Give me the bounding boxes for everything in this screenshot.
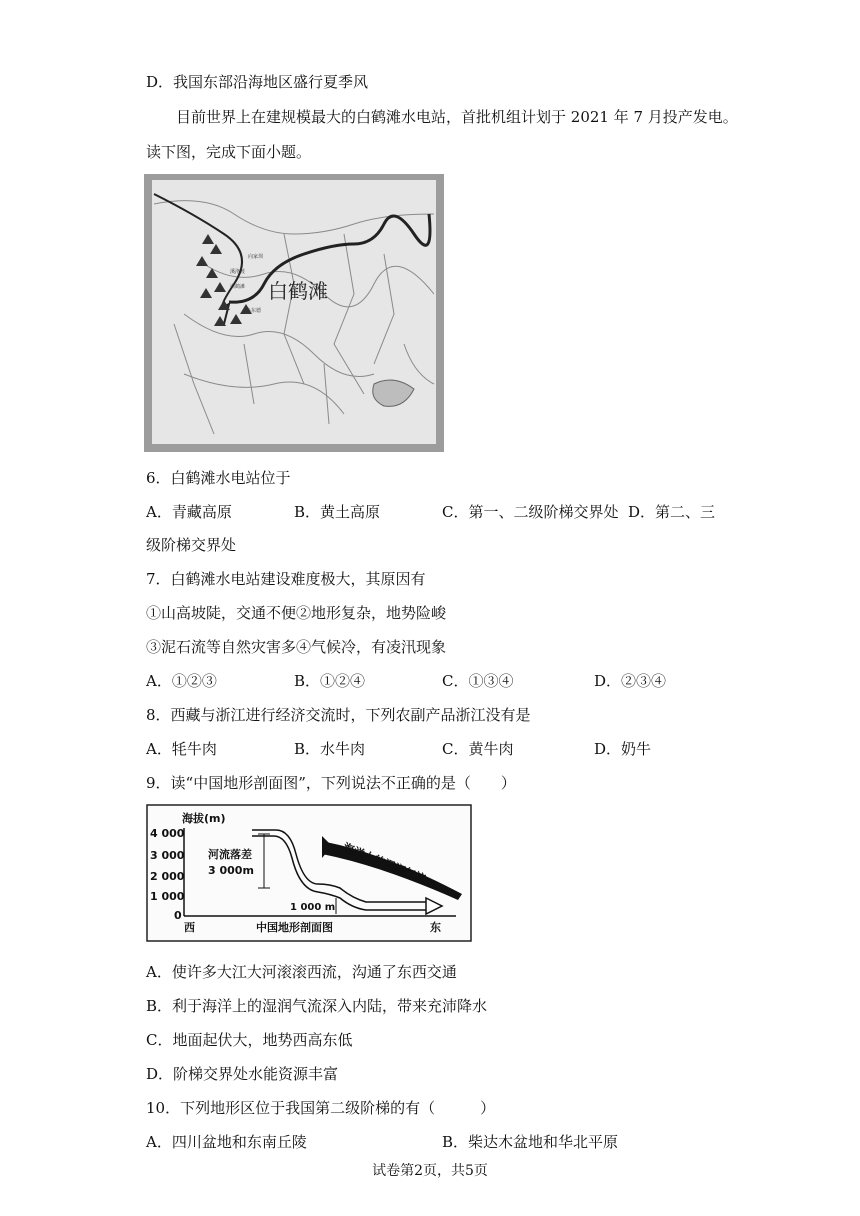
q6-option-b: B．黄土高原 [294, 503, 381, 521]
q8-option-b: B．水牛肉 [294, 740, 366, 758]
baihetan-map [144, 174, 444, 452]
ytick-label: 3 000 [150, 849, 185, 862]
ytick-label: 0 [174, 909, 182, 922]
q6-option-d: D．第二、三 [628, 503, 716, 521]
terrain-profile-figure [146, 804, 472, 942]
q9-option-d: D．阶梯交界处水能资源丰富 [146, 1065, 339, 1083]
question-8: 8．西藏与浙江进行经济交流时，下列农副产品浙江没有是 [146, 706, 531, 724]
question-9: 9．读“中国地形剖面图”，下列说法不正确的是（ ） [146, 774, 516, 792]
question-6: 6．白鹤滩水电站位于 [146, 469, 291, 487]
q8-option-c: C．黄牛肉 [442, 740, 514, 758]
q6-option-c: C．第一、二级阶梯交界处 [442, 503, 619, 521]
ytick-label: 2 000 [150, 870, 185, 883]
q9-option-b: B．利于海洋上的湿润气流深入内陆，带来充沛降水 [146, 997, 488, 1015]
q6-option-d-continued: 级阶梯交界处 [146, 536, 237, 554]
map-small-label: 白鹤滩 [230, 284, 246, 290]
west-label: 西 [184, 921, 195, 934]
drop-label-1: 河流落差 [208, 848, 252, 861]
q7-option-c: C．①③④ [442, 672, 514, 690]
question-10: 10．下列地形区位于我国第二级阶梯的有（ ） [146, 1099, 496, 1117]
intro-text-2: 读下图，完成下面小题。 [146, 143, 312, 161]
q8-option-d: D．奶牛 [594, 740, 652, 758]
profile-ylabel: 海拔(m) [182, 812, 226, 825]
map-main-label: 白鹤滩 [268, 279, 328, 303]
q7-option-d: D．②③④ [594, 672, 667, 690]
profile-title: 中国地形剖面图 [256, 921, 333, 934]
q6-option-a: A．青藏高原 [146, 503, 232, 521]
map-small-label: 溪洛渡 [230, 269, 246, 275]
ytick-label: 4 000 [150, 827, 185, 840]
q7-statement-1: ①山高坡陡，交通不便②地形复杂，地势险峻 [146, 604, 447, 622]
map-small-label: 乌东德 [246, 308, 262, 314]
q9-option-c: C．地面起伏大，地势西高东低 [146, 1031, 353, 1049]
q8-option-a: A．牦牛肉 [146, 740, 217, 758]
airflow-label: 海洋上的湿润气流 [340, 840, 428, 886]
question-7: 7．白鹤滩水电站建设难度极大，其原因有 [146, 570, 426, 588]
prev-question-option-d: D．我国东部沿海地区盛行夏季风 [146, 73, 369, 91]
q9-option-a: A．使许多大江大河滚滚西流，沟通了东西交通 [146, 963, 457, 981]
low-label: 1 000 m [290, 902, 336, 913]
q7-option-b: B．①②④ [294, 672, 366, 690]
drop-label-2: 3 000m [208, 864, 254, 877]
q7-option-a: A．①②③ [146, 672, 217, 690]
ytick-label: 1 000 [150, 890, 185, 903]
intro-text-1: 目前世界上在建规模最大的白鹤滩水电站，首批机组计划于 2021 年 7 月投产发电。 [176, 108, 738, 126]
map-small-label: 向家坝 [248, 254, 264, 260]
east-label: 东 [430, 921, 441, 934]
q7-statement-2: ③泥石流等自然灾害多④气候冷，有凌汛现象 [146, 638, 447, 656]
page-footer: 试卷第2页，共5页 [372, 1163, 488, 1179]
q10-option-b: B．柴达木盆地和华北平原 [442, 1133, 619, 1151]
q10-option-a: A．四川盆地和东南丘陵 [146, 1133, 307, 1151]
